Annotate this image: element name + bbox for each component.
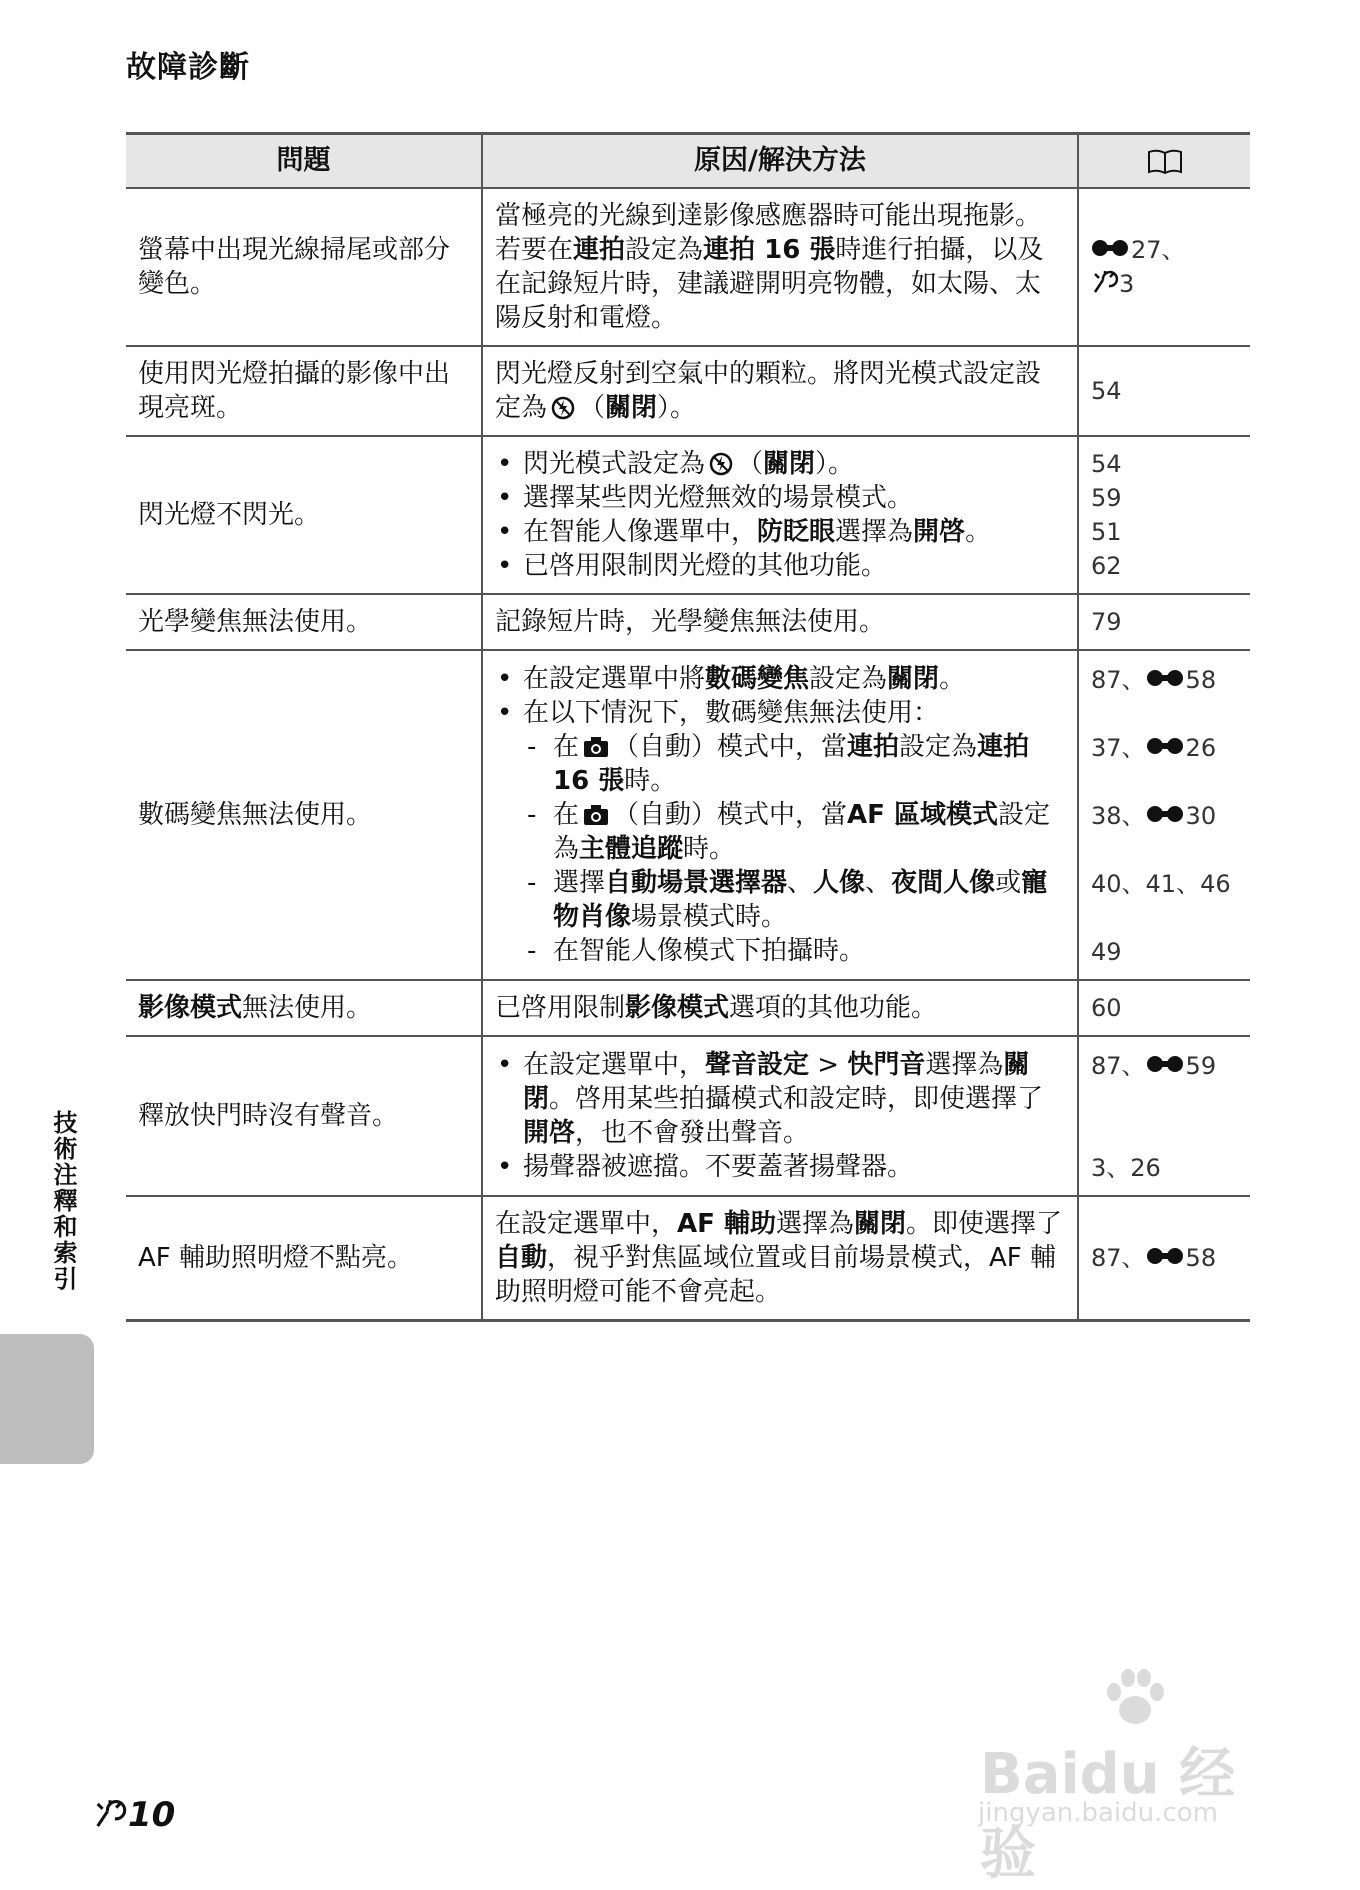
bullet-item: • 在以下情況下，數碼變焦無法使用： - 在 （自動）模式中，當連拍設定為連拍 16 張時。 - 在 （自動）模式中，當AF 區域模式設定為主體追蹤時。 - 選擇自動場景選擇器、人像、夜間人像或寵物肖像場景模式時。 - 在智能人像模式下拍攝時。 bbox=[495, 696, 1065, 968]
reference-line: 37、 26 bbox=[1091, 734, 1217, 762]
sub-item: - 在 （自動）模式中，當連拍設定為連拍 16 張時。 bbox=[523, 730, 1065, 798]
solution-cell bbox=[482, 650, 1078, 980]
table-row bbox=[126, 980, 1250, 1036]
problem-cell: 螢幕中出現光線掃尾或部分變色。 bbox=[126, 188, 482, 346]
technical-notes-icon bbox=[92, 1799, 128, 1831]
reference-cell: 54 bbox=[1078, 346, 1250, 436]
solution-cell: 已啓用限制影像模式選項的其他功能。 bbox=[482, 980, 1078, 1036]
reference-cell bbox=[1078, 650, 1250, 980]
page-title: 故障診斷 bbox=[126, 50, 250, 85]
watermark-url: jingyan.baidu.com bbox=[978, 1798, 1218, 1828]
bold-term: 連拍 16 張 bbox=[703, 235, 836, 265]
reference-section-icon bbox=[1146, 737, 1184, 755]
bullet-item: • 選擇某些閃光燈無效的場景模式。 bbox=[495, 481, 1065, 515]
solution-text: 當極亮的光線到達影像感應器時可能出現拖影。若要在 bbox=[495, 201, 1042, 265]
paw-logo-icon bbox=[1100, 1666, 1170, 1730]
problem-cell: 使用閃光燈拍攝的影像中出現亮斑。 bbox=[126, 346, 482, 436]
header-reference bbox=[1078, 134, 1250, 189]
solution-cell: 記錄短片時，光學變焦無法使用。 bbox=[482, 594, 1078, 650]
book-icon bbox=[1147, 149, 1183, 175]
problem-cell: 光學變焦無法使用。 bbox=[126, 594, 482, 650]
sub-item: - 在 （自動）模式中，當AF 區域模式設定為主體追蹤時。 bbox=[523, 798, 1065, 866]
solution-cell bbox=[482, 436, 1078, 594]
solution-text: 時進行拍攝，以及在記錄短片時，建議避開明亮物體，如太陽、太陽反射和電燈。 bbox=[495, 235, 1044, 333]
watermark-main-text: Baidu 经验 bbox=[980, 1742, 1236, 1887]
flash-off-icon bbox=[709, 452, 733, 476]
reference-cell bbox=[1078, 436, 1250, 594]
reference-line: 54 bbox=[1091, 450, 1122, 478]
sub-item: - 選擇自動場景選擇器、人像、夜間人像或寵物肖像場景模式時。 bbox=[523, 866, 1065, 934]
table-row bbox=[126, 346, 1250, 436]
solution-cell bbox=[482, 1036, 1078, 1196]
bullet-item: • 在設定選單中將數碼變焦設定為關閉。 bbox=[495, 662, 1065, 696]
side-tab-marker bbox=[0, 1334, 94, 1464]
table-row bbox=[126, 1196, 1250, 1321]
page-number: 10 bbox=[92, 1795, 175, 1835]
reference-cell bbox=[1078, 188, 1250, 346]
table-row bbox=[126, 594, 1250, 650]
camera-icon bbox=[583, 804, 609, 826]
reference-cell: 79 bbox=[1078, 594, 1250, 650]
table-row bbox=[126, 188, 1250, 346]
problem-cell: 影像模式無法使用。 bbox=[126, 980, 482, 1036]
reference-cell: 60 bbox=[1078, 980, 1250, 1036]
bold-term: 連拍 bbox=[573, 235, 626, 265]
problem-cell: 閃光燈不閃光。 bbox=[126, 436, 482, 594]
reference-line: 62 bbox=[1091, 552, 1122, 580]
reference-section-icon bbox=[1146, 805, 1184, 823]
problem-cell: AF 輔助照明燈不點亮。 bbox=[126, 1196, 482, 1321]
reference-line: 51 bbox=[1091, 518, 1122, 546]
reference-section-icon bbox=[1091, 239, 1129, 257]
reference-line: 38、 30 bbox=[1091, 802, 1217, 830]
bullet-item: • 閃光模式設定為 （關閉）。 bbox=[495, 447, 1065, 481]
reference-line: 49 bbox=[1091, 938, 1122, 966]
troubleshooting-table bbox=[126, 132, 1250, 1322]
side-tab-label: 技術注釋和索引 bbox=[49, 1110, 77, 1292]
problem-cell: 釋放快門時沒有聲音。 bbox=[126, 1036, 482, 1196]
camera-icon bbox=[583, 736, 609, 758]
table-row bbox=[126, 650, 1250, 980]
table-row bbox=[126, 436, 1250, 594]
baidu-watermark bbox=[960, 1660, 1290, 1887]
reference-cell: 87、 58 bbox=[1078, 1196, 1250, 1321]
reference-line: 27、 bbox=[1091, 233, 1238, 267]
solution-cell: 閃光燈反射到空氣中的顆粒。將閃光模式設定設定為 （關閉）。 bbox=[482, 346, 1078, 436]
solution-text: 設定為 bbox=[625, 235, 704, 265]
flash-off-icon bbox=[551, 396, 575, 420]
reference-section-icon bbox=[1146, 669, 1184, 687]
reference-line: 3 bbox=[1091, 267, 1238, 301]
problem-cell: 數碼變焦無法使用。 bbox=[126, 650, 482, 980]
header-solution: 原因/解決方法 bbox=[482, 134, 1078, 189]
bullet-item: • 在設定選單中，聲音設定 > 快門音選擇為關閉。啓用某些拍攝模式和設定時，即使選擇了開啓，也不會發出聲音。 bbox=[495, 1048, 1065, 1150]
solution-cell: 在設定選單中，AF 輔助選擇為關閉。即使選擇了自動，視乎對焦區域位置或目前場景模式，AF 輔助照明燈可能不會亮起。 bbox=[482, 1196, 1078, 1321]
reference-line: 40、41、46 bbox=[1091, 870, 1231, 898]
reference-section-icon bbox=[1146, 1247, 1184, 1265]
technical-notes-icon bbox=[1091, 270, 1119, 296]
reference-line: 3、26 bbox=[1091, 1154, 1161, 1182]
bullet-item: • 在智能人像選單中，防眨眼選擇為開啓。 bbox=[495, 515, 1065, 549]
solution-cell bbox=[482, 188, 1078, 346]
bullet-item: • 已啓用限制閃光燈的其他功能。 bbox=[495, 549, 1065, 583]
header-problem: 問題 bbox=[126, 134, 482, 189]
reference-line: 59 bbox=[1091, 484, 1122, 512]
table-row bbox=[126, 1036, 1250, 1196]
reference-section-icon bbox=[1146, 1055, 1184, 1073]
sub-item: - 在智能人像模式下拍攝時。 bbox=[523, 934, 1065, 968]
reference-line: 87、 58 bbox=[1091, 666, 1217, 694]
table-header-row bbox=[126, 134, 1250, 189]
reference-line: 87、 59 bbox=[1091, 1052, 1217, 1080]
reference-cell bbox=[1078, 1036, 1250, 1196]
bullet-item: • 揚聲器被遮擋。不要蓋著揚聲器。 bbox=[495, 1150, 1065, 1184]
